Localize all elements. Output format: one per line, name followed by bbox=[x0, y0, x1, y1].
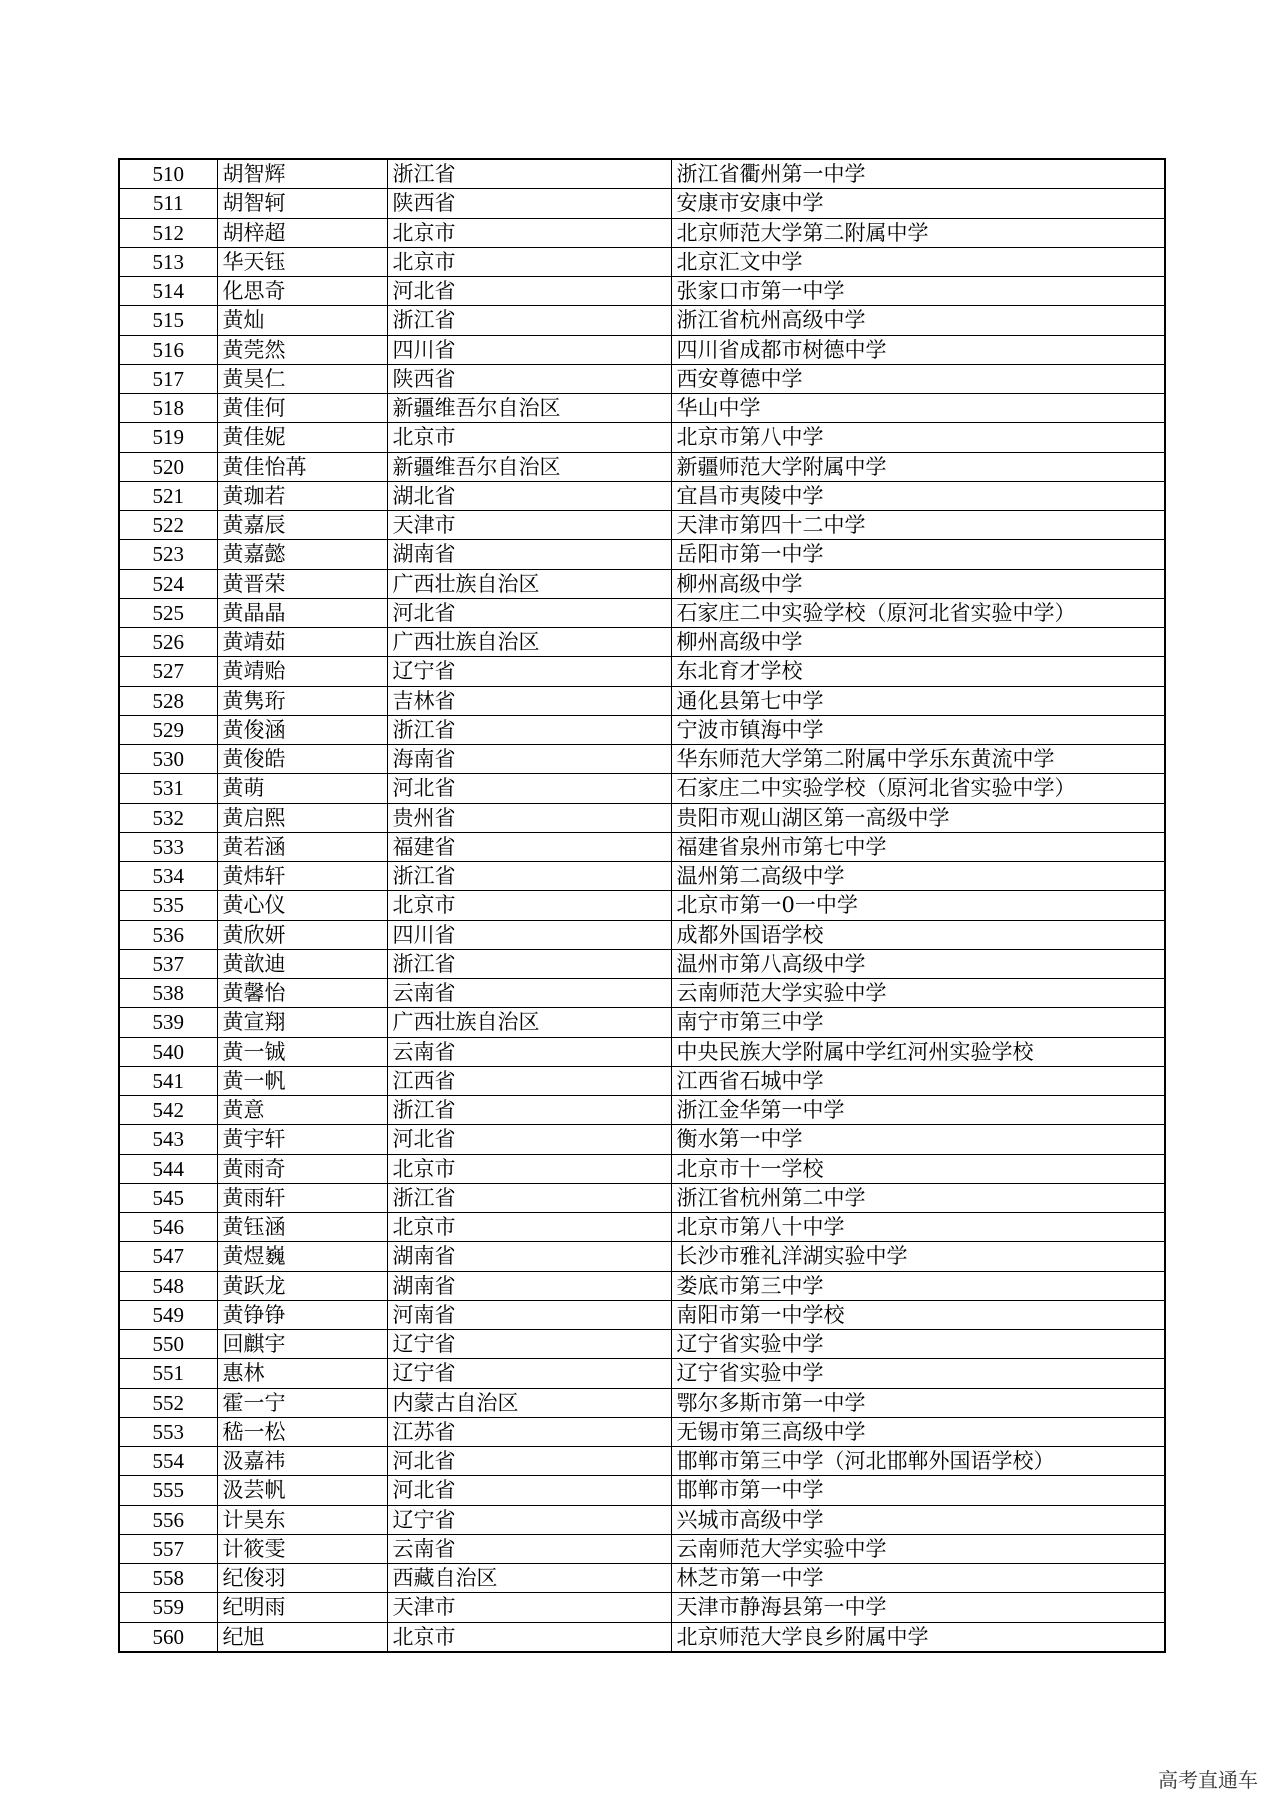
school-cell: 兴城市高级中学 bbox=[671, 1505, 1165, 1534]
row-number-cell: 555 bbox=[119, 1476, 217, 1505]
row-number-cell: 539 bbox=[119, 1008, 217, 1037]
school-cell: 柳州高级中学 bbox=[671, 569, 1165, 598]
school-cell: 鄂尔多斯市第一中学 bbox=[671, 1388, 1165, 1417]
province-cell: 广西壮族自治区 bbox=[387, 569, 671, 598]
row-number-cell: 523 bbox=[119, 540, 217, 569]
student-name-cell: 黄雨轩 bbox=[217, 1183, 387, 1212]
table-row bbox=[119, 628, 1165, 657]
table-row bbox=[119, 1242, 1165, 1271]
table-row bbox=[119, 1593, 1165, 1622]
student-name-cell: 黄欣妍 bbox=[217, 920, 387, 949]
row-number-cell: 559 bbox=[119, 1593, 217, 1622]
student-name-cell: 黄跃龙 bbox=[217, 1271, 387, 1300]
table-row bbox=[119, 862, 1165, 891]
table-row bbox=[119, 774, 1165, 803]
row-number-cell: 542 bbox=[119, 1096, 217, 1125]
student-name-cell: 回麒宇 bbox=[217, 1330, 387, 1359]
province-cell: 湖南省 bbox=[387, 1242, 671, 1271]
province-cell: 北京市 bbox=[387, 1622, 671, 1652]
row-number-cell: 543 bbox=[119, 1125, 217, 1154]
school-cell: 天津市静海县第一中学 bbox=[671, 1593, 1165, 1622]
student-name-cell: 黄若涵 bbox=[217, 832, 387, 861]
student-name-cell: 黄珈若 bbox=[217, 481, 387, 510]
province-cell: 浙江省 bbox=[387, 715, 671, 744]
school-cell: 华东师范大学第二附属中学乐东黄流中学 bbox=[671, 745, 1165, 774]
student-name-cell: 黄一铖 bbox=[217, 1037, 387, 1066]
province-cell: 云南省 bbox=[387, 1534, 671, 1563]
student-name-cell: 黄佳何 bbox=[217, 394, 387, 423]
row-number-cell: 544 bbox=[119, 1154, 217, 1183]
school-cell: 北京市第八十中学 bbox=[671, 1213, 1165, 1242]
school-cell: 辽宁省实验中学 bbox=[671, 1330, 1165, 1359]
row-number-cell: 527 bbox=[119, 657, 217, 686]
school-cell: 长沙市雅礼洋湖实验中学 bbox=[671, 1242, 1165, 1271]
student-name-cell: 黄钰涵 bbox=[217, 1213, 387, 1242]
table-row bbox=[119, 1183, 1165, 1212]
student-name-cell: 黄佳妮 bbox=[217, 423, 387, 452]
table-row bbox=[119, 1300, 1165, 1329]
student-name-cell: 霍一宁 bbox=[217, 1388, 387, 1417]
row-number-cell: 526 bbox=[119, 628, 217, 657]
student-name-cell: 黄心仪 bbox=[217, 891, 387, 920]
table-row bbox=[119, 540, 1165, 569]
province-cell: 北京市 bbox=[387, 1213, 671, 1242]
student-name-cell: 黄俊涵 bbox=[217, 715, 387, 744]
school-cell: 北京汇文中学 bbox=[671, 247, 1165, 276]
province-cell: 辽宁省 bbox=[387, 657, 671, 686]
table-row bbox=[119, 1271, 1165, 1300]
school-cell: 安康市安康中学 bbox=[671, 189, 1165, 218]
school-cell: 张家口市第一中学 bbox=[671, 277, 1165, 306]
row-number-cell: 540 bbox=[119, 1037, 217, 1066]
row-number-cell: 533 bbox=[119, 832, 217, 861]
student-name-cell: 黄炜轩 bbox=[217, 862, 387, 891]
province-cell: 江西省 bbox=[387, 1066, 671, 1095]
row-number-cell: 558 bbox=[119, 1564, 217, 1593]
student-name-cell: 汲嘉祎 bbox=[217, 1447, 387, 1476]
student-name-cell: 胡梓超 bbox=[217, 218, 387, 247]
student-name-cell: 黄歆迪 bbox=[217, 949, 387, 978]
row-number-cell: 537 bbox=[119, 949, 217, 978]
table-row bbox=[119, 569, 1165, 598]
school-cell: 通化县第七中学 bbox=[671, 686, 1165, 715]
school-cell: 东北育才学校 bbox=[671, 657, 1165, 686]
table-row bbox=[119, 745, 1165, 774]
school-cell: 宁波市镇海中学 bbox=[671, 715, 1165, 744]
province-cell: 河北省 bbox=[387, 1476, 671, 1505]
table-row bbox=[119, 1096, 1165, 1125]
row-number-cell: 513 bbox=[119, 247, 217, 276]
student-name-cell: 黄晋荣 bbox=[217, 569, 387, 598]
table-row bbox=[119, 686, 1165, 715]
student-name-cell: 黄意 bbox=[217, 1096, 387, 1125]
row-number-cell: 521 bbox=[119, 481, 217, 510]
province-cell: 贵州省 bbox=[387, 803, 671, 832]
province-cell: 浙江省 bbox=[387, 1096, 671, 1125]
school-cell: 石家庄二中实验学校（原河北省实验中学） bbox=[671, 598, 1165, 627]
province-cell: 湖南省 bbox=[387, 540, 671, 569]
province-cell: 福建省 bbox=[387, 832, 671, 861]
school-cell: 南宁市第三中学 bbox=[671, 1008, 1165, 1037]
province-cell: 河北省 bbox=[387, 598, 671, 627]
table-row bbox=[119, 1388, 1165, 1417]
table-row bbox=[119, 803, 1165, 832]
province-cell: 江苏省 bbox=[387, 1417, 671, 1446]
table-row bbox=[119, 1330, 1165, 1359]
student-name-cell: 黄雨奇 bbox=[217, 1154, 387, 1183]
student-name-cell: 华天钰 bbox=[217, 247, 387, 276]
student-name-cell: 黄俊皓 bbox=[217, 745, 387, 774]
school-cell: 北京师范大学第二附属中学 bbox=[671, 218, 1165, 247]
row-number-cell: 517 bbox=[119, 364, 217, 393]
school-cell: 四川省成都市树德中学 bbox=[671, 335, 1165, 364]
school-cell: 南阳市第一中学校 bbox=[671, 1300, 1165, 1329]
table-row bbox=[119, 949, 1165, 978]
row-number-cell: 557 bbox=[119, 1534, 217, 1563]
row-number-cell: 525 bbox=[119, 598, 217, 627]
table-row bbox=[119, 1505, 1165, 1534]
row-number-cell: 550 bbox=[119, 1330, 217, 1359]
row-number-cell: 532 bbox=[119, 803, 217, 832]
table-row bbox=[119, 1213, 1165, 1242]
row-number-cell: 511 bbox=[119, 189, 217, 218]
table-row bbox=[119, 1037, 1165, 1066]
province-cell: 浙江省 bbox=[387, 949, 671, 978]
province-cell: 天津市 bbox=[387, 1593, 671, 1622]
school-cell: 浙江省衢州第一中学 bbox=[671, 159, 1165, 189]
student-name-cell: 黄莞然 bbox=[217, 335, 387, 364]
student-name-cell: 黄嘉辰 bbox=[217, 511, 387, 540]
table-row bbox=[119, 247, 1165, 276]
row-number-cell: 524 bbox=[119, 569, 217, 598]
student-name-cell: 黄宇轩 bbox=[217, 1125, 387, 1154]
school-cell: 成都外国语学校 bbox=[671, 920, 1165, 949]
province-cell: 陕西省 bbox=[387, 364, 671, 393]
student-name-cell: 黄铮铮 bbox=[217, 1300, 387, 1329]
table-row bbox=[119, 218, 1165, 247]
table-row bbox=[119, 159, 1165, 189]
province-cell: 新疆维吾尔自治区 bbox=[387, 452, 671, 481]
row-number-cell: 556 bbox=[119, 1505, 217, 1534]
student-name-cell: 黄馨怡 bbox=[217, 979, 387, 1008]
row-number-cell: 560 bbox=[119, 1622, 217, 1652]
row-number-cell: 535 bbox=[119, 891, 217, 920]
province-cell: 广西壮族自治区 bbox=[387, 1008, 671, 1037]
student-name-cell: 计筱雯 bbox=[217, 1534, 387, 1563]
province-cell: 四川省 bbox=[387, 920, 671, 949]
school-cell: 辽宁省实验中学 bbox=[671, 1359, 1165, 1388]
province-cell: 浙江省 bbox=[387, 159, 671, 189]
row-number-cell: 522 bbox=[119, 511, 217, 540]
table-row bbox=[119, 1154, 1165, 1183]
table-row bbox=[119, 511, 1165, 540]
province-cell: 河北省 bbox=[387, 277, 671, 306]
province-cell: 陕西省 bbox=[387, 189, 671, 218]
table-row bbox=[119, 364, 1165, 393]
student-name-cell: 黄萌 bbox=[217, 774, 387, 803]
school-cell: 云南师范大学实验中学 bbox=[671, 1534, 1165, 1563]
student-name-cell: 黄佳怡苒 bbox=[217, 452, 387, 481]
row-number-cell: 541 bbox=[119, 1066, 217, 1095]
school-cell: 北京师范大学良乡附属中学 bbox=[671, 1622, 1165, 1652]
province-cell: 北京市 bbox=[387, 247, 671, 276]
table-row bbox=[119, 1476, 1165, 1505]
province-cell: 河北省 bbox=[387, 774, 671, 803]
table-row bbox=[119, 189, 1165, 218]
table-row bbox=[119, 1564, 1165, 1593]
province-cell: 西藏自治区 bbox=[387, 1564, 671, 1593]
row-number-cell: 528 bbox=[119, 686, 217, 715]
province-cell: 天津市 bbox=[387, 511, 671, 540]
school-cell: 邯郸市第三中学（河北邯郸外国语学校） bbox=[671, 1447, 1165, 1476]
student-name-cell: 黄一帆 bbox=[217, 1066, 387, 1095]
table-row bbox=[119, 1066, 1165, 1095]
school-cell: 云南师范大学实验中学 bbox=[671, 979, 1165, 1008]
student-name-cell: 黄隽珩 bbox=[217, 686, 387, 715]
row-number-cell: 552 bbox=[119, 1388, 217, 1417]
school-cell: 新疆师范大学附属中学 bbox=[671, 452, 1165, 481]
province-cell: 浙江省 bbox=[387, 1183, 671, 1212]
table-row bbox=[119, 1447, 1165, 1476]
table-row bbox=[119, 832, 1165, 861]
school-cell: 浙江省杭州高级中学 bbox=[671, 306, 1165, 335]
table-row bbox=[119, 920, 1165, 949]
province-cell: 河北省 bbox=[387, 1125, 671, 1154]
province-cell: 辽宁省 bbox=[387, 1505, 671, 1534]
student-name-cell: 黄昊仁 bbox=[217, 364, 387, 393]
row-number-cell: 538 bbox=[119, 979, 217, 1008]
province-cell: 海南省 bbox=[387, 745, 671, 774]
school-cell: 无锡市第三高级中学 bbox=[671, 1417, 1165, 1446]
province-cell: 北京市 bbox=[387, 423, 671, 452]
school-cell: 林芝市第一中学 bbox=[671, 1564, 1165, 1593]
student-name-cell: 黄靖贻 bbox=[217, 657, 387, 686]
watermark-text: 高考直通车 bbox=[1158, 1768, 1258, 1792]
student-name-cell: 黄晶晶 bbox=[217, 598, 387, 627]
row-number-cell: 510 bbox=[119, 159, 217, 189]
row-number-cell: 529 bbox=[119, 715, 217, 744]
student-name-cell: 计昊东 bbox=[217, 1505, 387, 1534]
student-name-cell: 化思奇 bbox=[217, 277, 387, 306]
school-cell: 江西省石城中学 bbox=[671, 1066, 1165, 1095]
student-name-cell: 纪明雨 bbox=[217, 1593, 387, 1622]
student-name-cell: 黄灿 bbox=[217, 306, 387, 335]
student-name-cell: 黄嘉懿 bbox=[217, 540, 387, 569]
table-row bbox=[119, 1417, 1165, 1446]
table-row bbox=[119, 481, 1165, 510]
table-row bbox=[119, 1008, 1165, 1037]
school-cell: 中央民族大学附属中学红河州实验学校 bbox=[671, 1037, 1165, 1066]
province-cell: 浙江省 bbox=[387, 862, 671, 891]
province-cell: 云南省 bbox=[387, 1037, 671, 1066]
row-number-cell: 519 bbox=[119, 423, 217, 452]
student-name-cell: 胡智轲 bbox=[217, 189, 387, 218]
province-cell: 湖南省 bbox=[387, 1271, 671, 1300]
province-cell: 浙江省 bbox=[387, 306, 671, 335]
row-number-cell: 554 bbox=[119, 1447, 217, 1476]
row-number-cell: 547 bbox=[119, 1242, 217, 1271]
table-row bbox=[119, 1359, 1165, 1388]
row-number-cell: 548 bbox=[119, 1271, 217, 1300]
school-cell: 北京市第一0一中学 bbox=[671, 891, 1165, 920]
student-name-cell: 惠林 bbox=[217, 1359, 387, 1388]
province-cell: 吉林省 bbox=[387, 686, 671, 715]
row-number-cell: 515 bbox=[119, 306, 217, 335]
table-row bbox=[119, 979, 1165, 1008]
row-number-cell: 520 bbox=[119, 452, 217, 481]
province-cell: 四川省 bbox=[387, 335, 671, 364]
roster-table bbox=[118, 158, 1166, 1653]
school-cell: 温州第二高级中学 bbox=[671, 862, 1165, 891]
student-name-cell: 纪俊羽 bbox=[217, 1564, 387, 1593]
table-row bbox=[119, 423, 1165, 452]
row-number-cell: 518 bbox=[119, 394, 217, 423]
row-number-cell: 545 bbox=[119, 1183, 217, 1212]
row-number-cell: 534 bbox=[119, 862, 217, 891]
table-row bbox=[119, 277, 1165, 306]
table-row bbox=[119, 891, 1165, 920]
school-cell: 西安尊德中学 bbox=[671, 364, 1165, 393]
province-cell: 河南省 bbox=[387, 1300, 671, 1329]
school-cell: 衡水第一中学 bbox=[671, 1125, 1165, 1154]
row-number-cell: 553 bbox=[119, 1417, 217, 1446]
school-cell: 邯郸市第一中学 bbox=[671, 1476, 1165, 1505]
row-number-cell: 512 bbox=[119, 218, 217, 247]
province-cell: 湖北省 bbox=[387, 481, 671, 510]
row-number-cell: 549 bbox=[119, 1300, 217, 1329]
school-cell: 浙江金华第一中学 bbox=[671, 1096, 1165, 1125]
row-number-cell: 531 bbox=[119, 774, 217, 803]
row-number-cell: 516 bbox=[119, 335, 217, 364]
row-number-cell: 546 bbox=[119, 1213, 217, 1242]
student-name-cell: 嵇一松 bbox=[217, 1417, 387, 1446]
school-cell: 石家庄二中实验学校（原河北省实验中学） bbox=[671, 774, 1165, 803]
province-cell: 内蒙古自治区 bbox=[387, 1388, 671, 1417]
school-cell: 华山中学 bbox=[671, 394, 1165, 423]
roster-body bbox=[119, 159, 1165, 1652]
row-number-cell: 551 bbox=[119, 1359, 217, 1388]
student-name-cell: 纪旭 bbox=[217, 1622, 387, 1652]
table-row bbox=[119, 657, 1165, 686]
student-name-cell: 黄靖茹 bbox=[217, 628, 387, 657]
province-cell: 广西壮族自治区 bbox=[387, 628, 671, 657]
school-cell: 北京市十一学校 bbox=[671, 1154, 1165, 1183]
school-cell: 宜昌市夷陵中学 bbox=[671, 481, 1165, 510]
school-cell: 福建省泉州市第七中学 bbox=[671, 832, 1165, 861]
table-row bbox=[119, 1534, 1165, 1563]
province-cell: 北京市 bbox=[387, 1154, 671, 1183]
student-name-cell: 汲芸帆 bbox=[217, 1476, 387, 1505]
row-number-cell: 530 bbox=[119, 745, 217, 774]
table-row bbox=[119, 1622, 1165, 1652]
row-number-cell: 514 bbox=[119, 277, 217, 306]
province-cell: 辽宁省 bbox=[387, 1359, 671, 1388]
province-cell: 河北省 bbox=[387, 1447, 671, 1476]
student-name-cell: 黄启熙 bbox=[217, 803, 387, 832]
school-cell: 北京市第八中学 bbox=[671, 423, 1165, 452]
province-cell: 辽宁省 bbox=[387, 1330, 671, 1359]
province-cell: 北京市 bbox=[387, 218, 671, 247]
table-row bbox=[119, 335, 1165, 364]
province-cell: 云南省 bbox=[387, 979, 671, 1008]
school-cell: 贵阳市观山湖区第一高级中学 bbox=[671, 803, 1165, 832]
student-name-cell: 黄煜巍 bbox=[217, 1242, 387, 1271]
school-cell: 浙江省杭州第二中学 bbox=[671, 1183, 1165, 1212]
province-cell: 新疆维吾尔自治区 bbox=[387, 394, 671, 423]
school-cell: 温州市第八高级中学 bbox=[671, 949, 1165, 978]
school-cell: 柳州高级中学 bbox=[671, 628, 1165, 657]
table-row bbox=[119, 394, 1165, 423]
province-cell: 北京市 bbox=[387, 891, 671, 920]
school-cell: 岳阳市第一中学 bbox=[671, 540, 1165, 569]
table-row bbox=[119, 306, 1165, 335]
row-number-cell: 536 bbox=[119, 920, 217, 949]
table-row bbox=[119, 1125, 1165, 1154]
school-cell: 天津市第四十二中学 bbox=[671, 511, 1165, 540]
table-row bbox=[119, 598, 1165, 627]
school-cell: 娄底市第三中学 bbox=[671, 1271, 1165, 1300]
student-name-cell: 胡智辉 bbox=[217, 159, 387, 189]
student-name-cell: 黄宣翔 bbox=[217, 1008, 387, 1037]
table-row bbox=[119, 715, 1165, 744]
table-row bbox=[119, 452, 1165, 481]
